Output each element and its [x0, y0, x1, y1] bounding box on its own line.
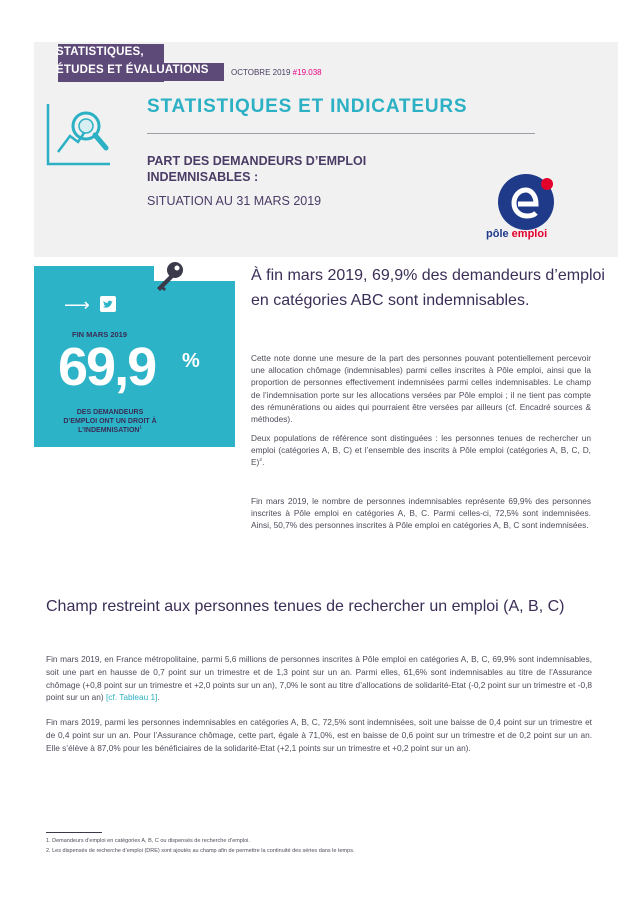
intro-paragraph-2-end: . [262, 457, 265, 468]
stat-label-footnote-ref: 1 [139, 424, 142, 430]
intro-paragraph-3: Fin mars 2019, le nombre de personnes indemnisables représente 69,9% des personnes inscrites à Pôle emploi en catégories A, B, C. Parmi celles-ci, 72,5% sont indemnisées. Ainsi, 50,7% des personnes inscrites à Pôle emploi en catégories A, B, C sont indemnisées. [251, 496, 591, 531]
issue-info [231, 68, 322, 77]
intro-paragraph-2-text: Deux populations de référence sont distinguées : les personnes tenues de rechercher un emploi (catégories A, B, C) et l’ensemble des inscrits à Pôle emploi (catégories A, B, C, D, E) [251, 433, 591, 468]
page-title: STATISTIQUES ET INDICATEURS [147, 96, 468, 117]
section-paragraph-2: Fin mars 2019, parmi les personnes indemnisables en catégories A, B, C, 72,5% sont indemnisées, soit une baisse de 0,4 point sur un trimestre et de 0,4 point sur un an. Pour l’Assurance chômage, cette part, égale à 71,0%, est en baisse de 0,6 point sur un trimestre et de 0,2 point sur un an. Elle s’élève à 87,0% pour les bénéficiaires de la solidarité-Etat (+2,1 points sur un trimestre et +0,2 point sur un an). [46, 717, 592, 753]
brand-name-part1: pôle [486, 228, 512, 240]
arrow-right-icon[interactable]: ⟶ [64, 295, 90, 315]
category-tag-line2: ÉTUDES ET ÉVALUATIONS [56, 64, 209, 76]
stat-label [60, 408, 160, 435]
footnote-2: 2. Les dispensés de recherche d’emploi (DRE) sont ajoutés au champ afin de permettre la continuité des séries dans le temps. [46, 848, 355, 854]
footnote-divider [46, 832, 102, 833]
section-paragraph-1 [46, 653, 592, 704]
footnote-ref-2: 2 [259, 457, 263, 464]
table-1-link[interactable]: [cf. Tableau 1] [105, 692, 158, 703]
document-subtitle-date: SITUATION AU 31 MARS 2019 [147, 194, 322, 208]
stat-value: 69,9 [58, 337, 156, 397]
pole-emploi-wordmark [486, 228, 547, 240]
title-divider [147, 133, 535, 134]
stat-label-text: DES DEMANDEURS D’EMPLOI ONT UN DROIT À L’INDEMNISATION [63, 409, 157, 434]
magnifier-chart-icon [44, 102, 114, 172]
category-tag-line1: STATISTIQUES, [56, 46, 144, 58]
issue-date: OCTOBRE 2019 [231, 68, 291, 77]
footnote-1: 1. Demandeurs d’emploi en catégories A, B, C ou dispensés de recherche d’emploi. [46, 838, 250, 844]
issue-number: #19.038 [292, 68, 322, 77]
section-paragraph-1-end: . [157, 692, 160, 703]
twitter-icon[interactable] [100, 296, 116, 312]
brand-name-part2: emploi [511, 228, 548, 240]
stat-unit: % [182, 350, 200, 372]
section-title: Champ restreint aux personnes tenues de rechercher un emploi (A, B, C) [46, 598, 565, 615]
section-paragraph-1-text: Fin mars 2019, en France métropolitaine, parmi 5,6 millions de personnes inscrites à Pôle emploi en catégories A, B, C, 69,9% sont indemnisables, soit une part en hausse de 0,7 point sur un trimestre et de 1,3 point sur un an. Parmi elles, 61,6% sont indemnisables au titre de l’Assurance chômage (+0,8 point sur un trimestre et +2,0 points sur un an), 7,0% le sont au titre d’allocations de solidarité-Etat (-0,2 point sur un trimestre et -0,8 point sur un an) [46, 654, 592, 703]
intro-paragraph-1: Cette note donne une mesure de la part des personnes pouvant potentiellement percevoir une allocation chômage (indemnisables) parmi celles inscrites à Pôle emploi, ainsi que la proportion de personnes effectivement indemnisées parmi celles indemnisables. Le champ de l’indemnisation porte sur les allocations versées par Pôle emploi ; il ne tient pas compte des rémunérations ou aides qui pourraient être versées par ailleurs (cf. Encadré sources & méthodes). [251, 353, 591, 425]
stat-date: FIN MARS 2019 [72, 330, 128, 339]
document-subtitle: PART DES DEMANDEURS D’EMPLOI INDEMNISABLES : [147, 154, 367, 184]
lead-paragraph: À fin mars 2019, 69,9% des demandeurs d’emploi en catégories ABC sont indemnisables. [251, 267, 605, 309]
key-icon [152, 259, 186, 293]
intro-paragraph-2 [251, 432, 591, 469]
stat-panel-tab [34, 266, 154, 282]
